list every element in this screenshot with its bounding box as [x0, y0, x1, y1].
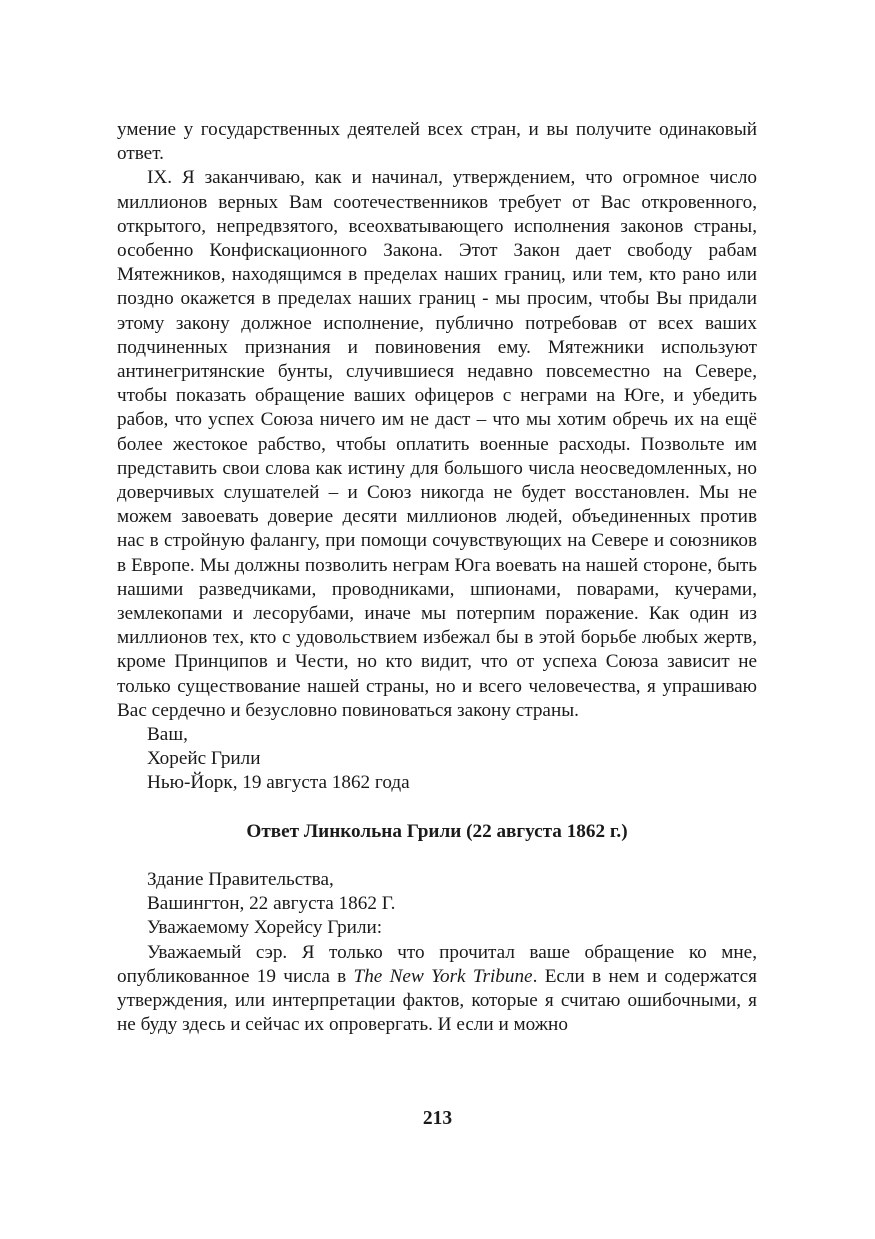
letter-salutation: Уважаемому Хорейсу Грили: — [147, 917, 383, 939]
paragraph-ix: IX. Я заканчиваю, как и начинал, утверждением, что огромное число миллионов верных Вам соотечественников требует от Вас откровенного, открытого, непредвзятого, всеохватывающего исполнения законов страны, особенно Конфискационного Закона. Этот Закон дает свободу рабам Мятежников, находящимся в пределах наших границ, или тем, кто рано или поздно окажется в пределах наших границ - мы просим, чтобы Вы придали этому закону должное исполнение, публично потребовав от всех ваших подчиненных признания и повиновения ему. Мятежники используют антинегритянские бунты, случившиеся недавно повсеместно на Севере, чтобы показать обращение ваших офицеров с неграми на Юге, и убедить рабов, что успех Союза ничего им не даст – что мы хотим обречь их на ещё более жестокое рабство, чтобы оплатить военные расходы. Позвольте им представить свои слова как истину для большого числа неосведомленных, но доверчивых слушателей – и Союз никогда не будет восстановлен. Мы не можем завоевать доверие десяти миллионов людей, объединенных против нас в стройную фалангу, при помощи сочувствующих на Севере и союзников в Европе. Мы должны позволить неграм Юга воевать на нашей стороне, быть нашими разведчиками, проводниками, шпионами, поварами, кучерами, землекопами и лесорубами, иначе мы потерпим поражение. Как один из миллионов тех, кто с удовольствием избежал бы в этой борьбе любых жертв, кроме Принципов и Чести, но кто видит, что от успеха Союза зависит не только существование нашей страны, но и всего человечества, я упрашиваю Вас сердечно и безусловно повиноваться закону страны. — [117, 167, 757, 721]
signature-place-date: Нью-Йорк, 19 августа 1862 года — [147, 772, 410, 794]
letter-paragraph — [117, 941, 757, 1038]
letter-header-line-1: Здание Правительства, — [147, 868, 334, 890]
page-number: 213 — [422, 1108, 453, 1129]
paragraph-continuation: умение у государственных деятелей всех стран, и вы получите одинаковый ответ. — [117, 119, 757, 165]
letter-paragraph-text-start: Уважаемый сэр. Я только что прочитал ваше обращение ко мне, опубликованное 19 числа в — [117, 941, 757, 987]
signature-closing: Ваш, — [147, 724, 188, 746]
newspaper-title: The New York Tribune — [353, 965, 533, 987]
signature-name: Хорейс Грили — [147, 748, 261, 770]
page-body — [117, 118, 757, 1037]
section-heading: Ответ Линкольна Грили (22 августа 1862 г.) — [246, 820, 628, 842]
letter-header-line-2: Вашингтон, 22 августа 1862 Г. — [147, 893, 396, 915]
letter-paragraph-text-end: . Если в нем и содержатся утверждения, или интерпретации фактов, которые я считаю ошибочными, я не буду здесь и сейчас их опровергать. И если и можно — [117, 965, 757, 1036]
